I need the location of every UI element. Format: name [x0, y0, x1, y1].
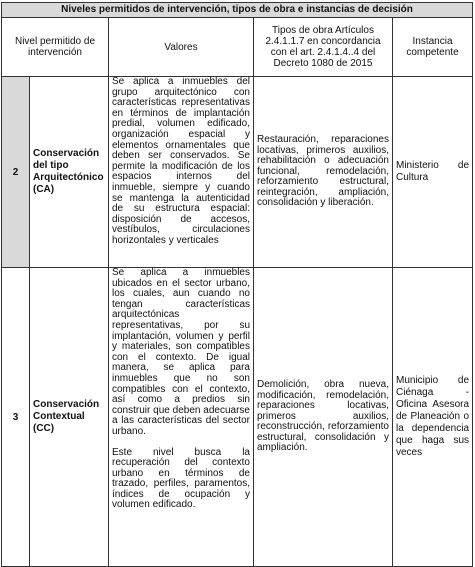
- work-types: Restauración, reparaciones locativas, primeros auxilios, rehabilitación o adecuación funcional, remodelación, reforzamiento estructural, reintegración, ampliación, consolidación y liberación.: [254, 77, 393, 268]
- table-row: [2, 77, 473, 268]
- competent-authority: Ministerio de Cultura: [393, 77, 473, 268]
- header-tipos: Tipos de obra Artículos 2.4.1.1.7 en concordancia con el art. 2.4.1.4..4 del Decreto 1080 de 2015: [254, 18, 393, 77]
- values-paragraph: Se aplica a inmuebles del grupo arquitectónico con características representativas en términos de implantación predial, volumen edificado, organización espacial y elementos ornamentales que deben ser conservados. Se permite la modificación de los espacios internos del inmueble, siempre y cuando se mantenga la autenticidad de su estructura espacial: disposición de accesos, vestíbulos, circulaciones horizontales y verticales: [112, 76, 250, 246]
- level-values: [109, 268, 254, 567]
- row-number: 3: [2, 268, 30, 567]
- table-row: [2, 268, 473, 567]
- values-paragraph: Este nivel busca la recuperación del contexto urbano en términos de trazado, perfiles, paramentos, índices de ocupación y volumen edificado.: [112, 446, 250, 511]
- table-title: Niveles permitidos de intervención, tipos de obra e instancias de decisión: [2, 3, 473, 18]
- values-paragraph: Se aplica a inmuebles ubicados en el sector urbano, los cuales, aun cuando no tengan características arquitectónicas representativas, por su implantación, volumen y perfil y materiales, son compatibles con el contexto. De igual manera, se aplica para inmuebles que no son compatibles con el contexto, así como a predios sin construir que deben adecuarse a las características del sector urbano.: [112, 267, 250, 437]
- intervention-levels-table: [1, 2, 473, 567]
- work-types: Demolición, obra nueva, modificación, remodelación, reparaciones locativas, primeros auxilios, reconstrucción, reforzamiento estructural, consolidación y ampliación.: [254, 268, 393, 567]
- paragraph-gap: [112, 438, 250, 448]
- row-number: 2: [2, 77, 30, 268]
- header-instancia: Instancia competente: [393, 18, 473, 77]
- table-header-row: [2, 18, 473, 77]
- level-name: Conservación Contextual (CC): [30, 268, 109, 567]
- level-values: [109, 77, 254, 268]
- header-valores: Valores: [109, 18, 254, 77]
- competent-authority: Municipio de Ciénaga - Oficina Asesora de Planeación o la dependencia que haga sus veces: [393, 268, 473, 567]
- header-nivel: Nivel permitido de intervención: [2, 18, 109, 77]
- table-title-row: [2, 3, 473, 18]
- level-name: Conservación del tipo Arquitectónico (CA): [30, 77, 109, 268]
